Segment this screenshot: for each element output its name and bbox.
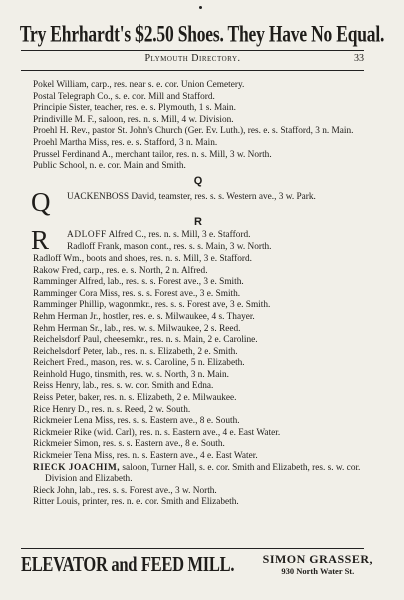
- directory-entry: Public School, n. e. cor. Main and Smith.: [33, 161, 186, 172]
- page-header: [21, 53, 364, 67]
- directory-entry: Reiss Peter, baker, res. n. s. Elizabeth, 2 e. Milwaukee.: [33, 393, 237, 404]
- top-rule: [21, 50, 364, 51]
- entry-bold-name: RIECK JOACHIM,: [33, 462, 121, 473]
- section-letter-r: R: [194, 216, 202, 229]
- directory-title: Plymouth Directory.: [144, 53, 241, 64]
- directory-entry: Ramminger Phillip, wagonmkr., res. s. s. Forest ave, 3 e. Smith.: [33, 300, 271, 311]
- page-number: 33: [354, 53, 364, 64]
- directory-entry: Rice Henry D., res. n. s. Reed, 2 w. South.: [33, 404, 191, 415]
- directory-entry: Proehl H. Rev., pastor St. John's Church (Ger. Ev. Luth.), res. e. s. Stafford, 3 n. Main.: [33, 126, 354, 137]
- entry-radloff-alfred: [31, 224, 363, 255]
- dropcap-r: R: [31, 224, 50, 255]
- entry-rieck-joachim: [33, 463, 363, 486]
- directory-entry: Principie Sister, teacher, res. e. s. Plymouth, 1 s. Main.: [33, 103, 236, 114]
- entry-radloff-frank: Radloff Frank, mason cont., res. s. s. Main, 3 w. North.: [67, 241, 272, 252]
- entries-r-list: [33, 254, 363, 463]
- directory-entry: Rickmeier Simon, res. s. s. Eastern ave., 8 e. South.: [33, 439, 225, 450]
- entries-r2-list: [33, 486, 363, 509]
- directory-entry: Rickmeier Tena Miss, res. n. s. Eastern ave., 4 e. East Water.: [33, 451, 258, 462]
- directory-entry: Rieck John, lab., res. s. s. Forest ave., 3 w. North.: [33, 485, 217, 496]
- directory-entry: Ramminger Cora Miss, res. s. s. Forest ave., 3 e. Smith.: [33, 288, 241, 299]
- section-letter-q: Q: [193, 174, 203, 187]
- directory-entry: Ritter Louis, printer, res. n. e. cor. Smith and Elizabeth.: [33, 497, 239, 508]
- entry-lead-word: ADLOFF: [67, 229, 107, 240]
- directory-entry: Proehl Martha Miss, res. e. s. Stafford, 3 n. Main.: [33, 137, 218, 148]
- dropcap-q: Q: [31, 187, 51, 218]
- entries-p-list: [33, 80, 363, 173]
- top-advertisement: Try Ehrhardt's $2.50 Shoes. They Have No Equal.: [19, 20, 385, 47]
- directory-entry: Reinhold Hugo, tinsmith, res. w. s. North, 3 n. Main.: [33, 369, 229, 380]
- directory-entry: Prussel Ferdinand A., merchant tailor, res. n. s. Mill, 3 w. North.: [33, 149, 272, 160]
- ad-elevator-mill: ELEVATOR and FEED MILL.: [21, 552, 235, 576]
- header-rule: [21, 70, 364, 71]
- directory-entry: Reiss Henry, lab., res. s. w. cor. Smith and Edna.: [33, 381, 214, 392]
- directory-entry: Rakow Fred, carp., res. e. s. North, 2 n. Alfred.: [33, 265, 208, 276]
- bottom-rule: [21, 548, 364, 549]
- directory-entry: Ramminger Alfred, lab., res. s. s. Forest ave., 3 e. Smith.: [33, 277, 244, 288]
- entry-quackenboss: [31, 187, 363, 218]
- entry-text: UACKENBOSS David, teamster, res. s. s. Western ave., 3 w. Park.: [67, 192, 316, 203]
- ad-advertiser-address: 930 North Water St.: [281, 566, 355, 576]
- directory-entry: Reichelsdorf Peter, lab., res. n. s. Elizabeth, 2 e. Smith.: [33, 346, 238, 357]
- bottom-advertisement: [21, 551, 383, 587]
- directory-entries: [33, 80, 363, 509]
- entry-text: saloon, Turner Hall, s. e. cor. Smith and Elizabeth, res. s. w. cor. Division and Elizabeth.: [45, 462, 361, 485]
- directory-entry: Postal Telegraph Co., s. e. cor. Mill and Stafford.: [33, 91, 215, 102]
- entry-text: Alfred C., res. n. s. Mill, 3 e. Stafford.: [106, 229, 251, 240]
- print-dot: [199, 6, 202, 9]
- directory-entry: Reichert Fred., mason, res. w. s. Caroline, 5 n. Elizabeth.: [33, 358, 245, 369]
- directory-entry: Rickmeier Lena Miss, res. s. s. Eastern ave., 8 e. South.: [33, 416, 240, 427]
- ad-advertiser-name: SIMON GRASSER,: [262, 552, 373, 566]
- ad-advertiser: [263, 552, 373, 576]
- directory-entry: Rehm Herman Sr., lab., res. w. s. Milwaukee, 2 s. Reed.: [33, 323, 241, 334]
- directory-entry: Rickmeier Rike (wid. Carl), res. n. s. Eastern ave., 4 e. East Water.: [33, 427, 281, 438]
- directory-entry: Radloff Wm., boots and shoes, res. n. s. Mill, 3 e. Stafford.: [33, 253, 252, 264]
- directory-entry: Prindiville M. F., saloon, res. n. s. Mill, 4 w. Division.: [33, 114, 234, 125]
- directory-entry: Pokel William, carp., res. near s. e. cor. Union Cemetery.: [33, 80, 245, 90]
- directory-entry: Rehm Herman Jr., hostler, res. e. s. Milwaukee, 4 s. Thayer.: [33, 311, 255, 322]
- directory-entry: Reichelsdorf Paul, cheesemkr., res. n. s. Main, 2 e. Caroline.: [33, 335, 258, 346]
